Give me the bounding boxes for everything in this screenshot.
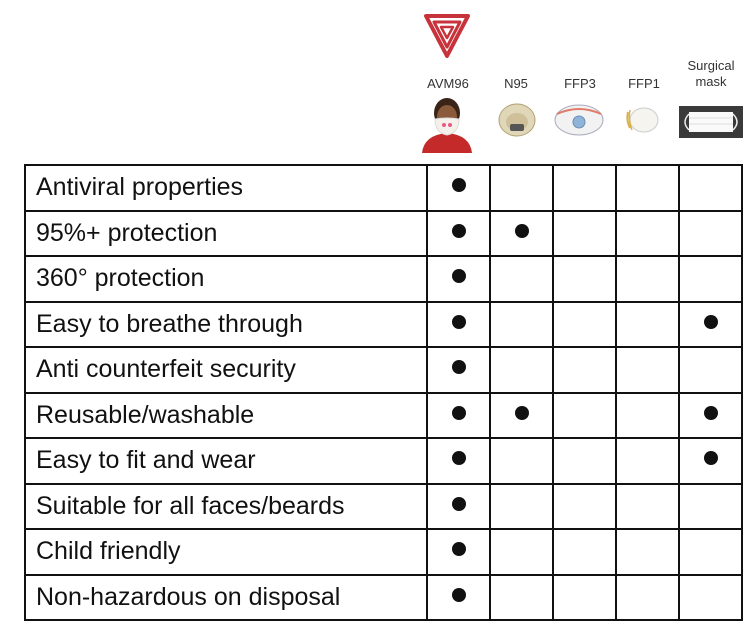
- table-cell: [616, 438, 679, 484]
- table-cell: [679, 529, 742, 575]
- table-row: [25, 529, 742, 575]
- table-cell: [553, 575, 616, 621]
- ffp1-photo-icon: [624, 104, 660, 134]
- table-cell: [679, 575, 742, 621]
- table-cell: [427, 575, 490, 621]
- table-cell: [490, 165, 553, 211]
- table-row: [25, 256, 742, 302]
- check-dot-icon: [452, 497, 466, 511]
- table-row: [25, 165, 742, 211]
- table-cell: [553, 165, 616, 211]
- check-dot-icon: [452, 315, 466, 329]
- table-cell: [490, 438, 553, 484]
- table-cell: [553, 347, 616, 393]
- table-cell: [490, 211, 553, 257]
- column-header-ffp1: FFP1: [628, 76, 660, 91]
- shield-logo-icon: [423, 10, 471, 60]
- table-cell: [553, 529, 616, 575]
- column-header-avm96: AVM96: [427, 76, 469, 91]
- feature-label: 360° protection: [25, 256, 427, 302]
- table-cell: [679, 256, 742, 302]
- surgical-mask-photo-icon: [679, 106, 743, 138]
- feature-label: Easy to fit and wear: [25, 438, 427, 484]
- check-dot-icon: [452, 360, 466, 374]
- feature-label: Suitable for all faces/beards: [25, 484, 427, 530]
- table-cell: [490, 393, 553, 439]
- table-cell: [616, 165, 679, 211]
- feature-label: Anti counterfeit security: [25, 347, 427, 393]
- feature-label: Easy to breathe through: [25, 302, 427, 348]
- table-row: [25, 484, 742, 530]
- table-cell: [679, 347, 742, 393]
- table-cell: [679, 438, 742, 484]
- table-cell: [490, 529, 553, 575]
- avm96-photo-icon: [420, 95, 474, 153]
- check-dot-icon: [452, 224, 466, 238]
- table-row: [25, 393, 742, 439]
- check-dot-icon: [515, 224, 529, 238]
- table-cell: [490, 347, 553, 393]
- column-header-surgical: Surgical mask: [687, 58, 735, 89]
- feature-label: 95%+ protection: [25, 211, 427, 257]
- table-cell: [427, 529, 490, 575]
- table-cell: [679, 211, 742, 257]
- table-cell: [553, 393, 616, 439]
- feature-label: Non-hazardous on disposal: [25, 575, 427, 621]
- feature-label: Antiviral properties: [25, 165, 427, 211]
- check-dot-icon: [452, 451, 466, 465]
- table-cell: [616, 393, 679, 439]
- table-cell: [553, 438, 616, 484]
- table-cell: [616, 575, 679, 621]
- check-dot-icon: [515, 406, 529, 420]
- table-cell: [553, 302, 616, 348]
- table-cell: [427, 347, 490, 393]
- table-cell: [616, 302, 679, 348]
- n95-photo-icon: [496, 98, 538, 140]
- table-row: [25, 302, 742, 348]
- table-cell: [616, 484, 679, 530]
- table-cell: [679, 484, 742, 530]
- table-cell: [553, 256, 616, 302]
- table-cell: [490, 256, 553, 302]
- table-row: [25, 438, 742, 484]
- table-row: [25, 347, 742, 393]
- table-cell: [427, 484, 490, 530]
- table-cell: [553, 211, 616, 257]
- table-cell: [679, 165, 742, 211]
- check-dot-icon: [704, 406, 718, 420]
- table-cell: [616, 529, 679, 575]
- table-cell: [427, 302, 490, 348]
- table-cell: [427, 165, 490, 211]
- check-dot-icon: [704, 451, 718, 465]
- table-cell: [616, 211, 679, 257]
- table-cell: [616, 347, 679, 393]
- table-cell: [679, 393, 742, 439]
- table-cell: [616, 256, 679, 302]
- table-cell: [553, 484, 616, 530]
- check-dot-icon: [452, 178, 466, 192]
- table-row: [25, 211, 742, 257]
- check-dot-icon: [704, 315, 718, 329]
- table-cell: [427, 211, 490, 257]
- table-cell: [427, 256, 490, 302]
- ffp3-photo-icon: [553, 100, 605, 138]
- table-cell: [427, 393, 490, 439]
- column-header-n95: N95: [504, 76, 528, 91]
- check-dot-icon: [452, 269, 466, 283]
- check-dot-icon: [452, 542, 466, 556]
- table-cell: [490, 484, 553, 530]
- feature-label: Reusable/washable: [25, 393, 427, 439]
- check-dot-icon: [452, 588, 466, 602]
- table-cell: [490, 575, 553, 621]
- table-cell: [490, 302, 553, 348]
- table-cell: [427, 438, 490, 484]
- column-header-ffp3: FFP3: [564, 76, 596, 91]
- comparison-table: [24, 164, 743, 621]
- table-cell: [679, 302, 742, 348]
- check-dot-icon: [452, 406, 466, 420]
- feature-label: Child friendly: [25, 529, 427, 575]
- table-row: [25, 575, 742, 621]
